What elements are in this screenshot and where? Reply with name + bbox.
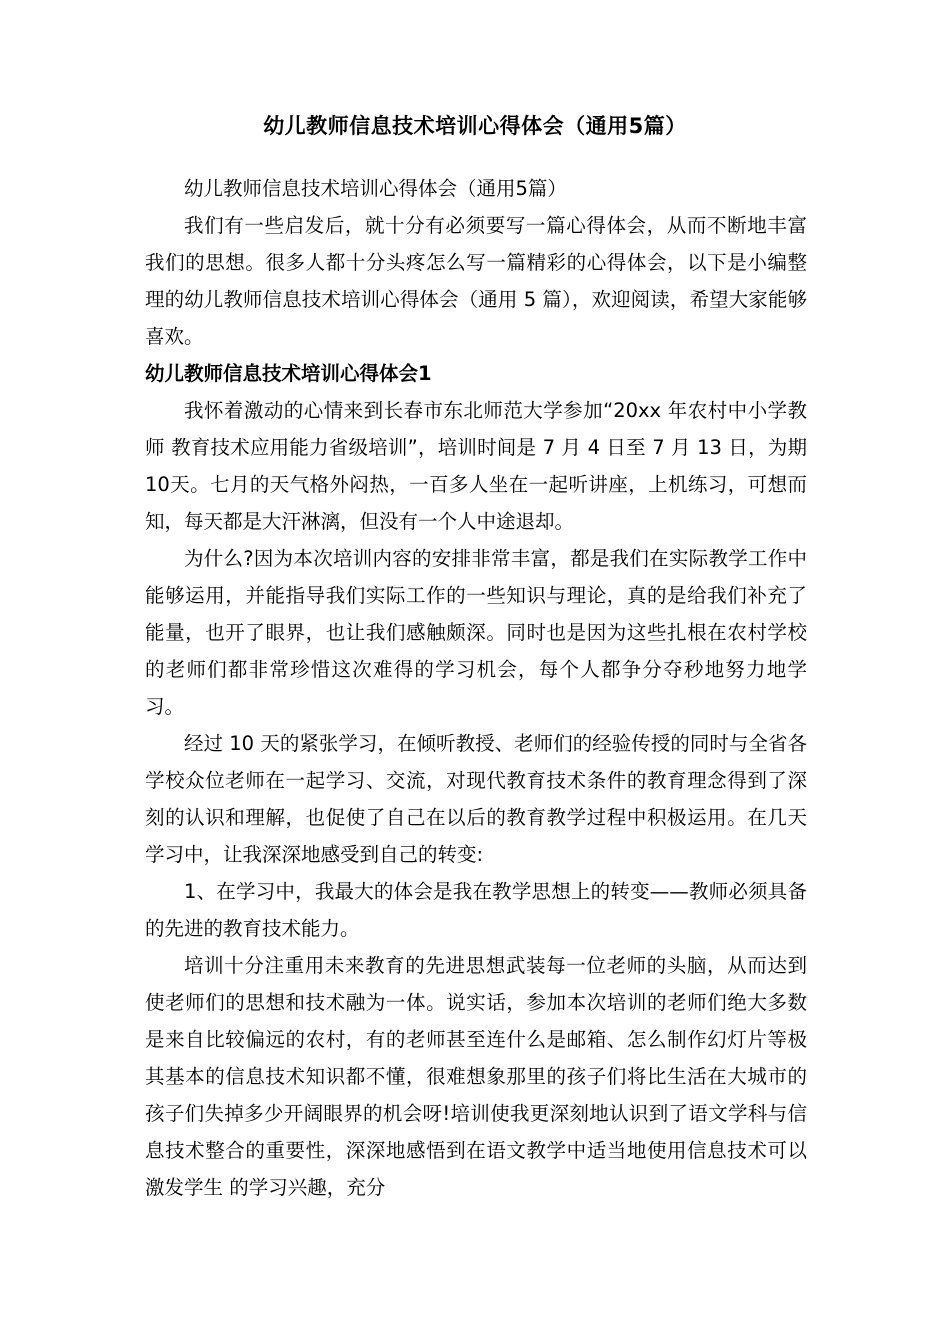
paragraph: 为什么?因为本次培训内容的安排非常丰富，都是我们在实际教学工作中能够运用，并能指导我们实际工作的一些知识与理论，真的是给我们补充了能量，也开了眼界，也让我们感触颇深。同时也是因为这些扎根在农村学校的老师们都非常珍惜这次难得的学习机会，每个人都争分夺秒地努力地学习。 bbox=[145, 547, 807, 718]
document-body bbox=[145, 170, 807, 1206]
paragraph: 经过 10 天的紧张学习，在倾听教授、老师们的经验传授的同时与全省各学校众位老师在一起学习、交流，对现代教育技术条件的教育理念得到了深刻的认识和理解，也促使了自己在以后的教育教学过程中积极运用。在几天学习中，让我深深地感受到自己的转变: bbox=[145, 732, 807, 866]
paragraph: 1、在学习中，我最大的体会是我在教学思想上的转变——教师必须具备的先进的教育技术能力。 bbox=[145, 880, 807, 940]
paragraph: 我们有一些启发后，就十分有必须要写一篇心得体会，从而不断地丰富我们的思想。很多人都十分头疼怎么写一篇精彩的心得体会，以下是小编整理的幼儿教师信息技术培训心得体会（通用 5 篇），欢迎阅读，希望大家能够喜欢。 bbox=[145, 214, 807, 348]
paragraph: 培训十分注重用未来教育的先进思想武装每一位老师的头脑，从而达到使老师们的思想和技术融为一体。说实话，参加本次培训的老师们绝大多数是来自比较偏远的农村，有的老师甚至连什么是邮箱、怎么制作幻灯片等极其基本的信息技术知识都不懂，很难想象那里的孩子们将比生活在大城市的孩子们失掉多少开阔眼界的机会呀!培训使我更深刻地认识到了语文学科与信息技术整合的重要性，深深地感悟到在语文教学中适当地使用信息技术可以激发学生 的学习兴趣，充分 bbox=[145, 954, 807, 1199]
document-title: 幼儿教师信息技术培训心得体会（通用5篇） bbox=[263, 114, 687, 138]
paragraph: 我怀着激动的心情来到长春市东北师范大学参加“20xx 年农村中小学教师 教育技术应用能力省级培训”，培训时间是 7 月 4 日至 7 月 13 日，为期10天。七月的天气格外闷热，一百多人坐在一起听讲座，上机练习，可想而知，每天都是大汗淋漓，但没有一个人中途退却。 bbox=[145, 399, 807, 533]
section-heading: 幼儿教师信息技术培训心得体会1 bbox=[145, 362, 432, 385]
paragraph: 幼儿教师信息技术培训心得体会（通用5篇） bbox=[184, 177, 567, 200]
